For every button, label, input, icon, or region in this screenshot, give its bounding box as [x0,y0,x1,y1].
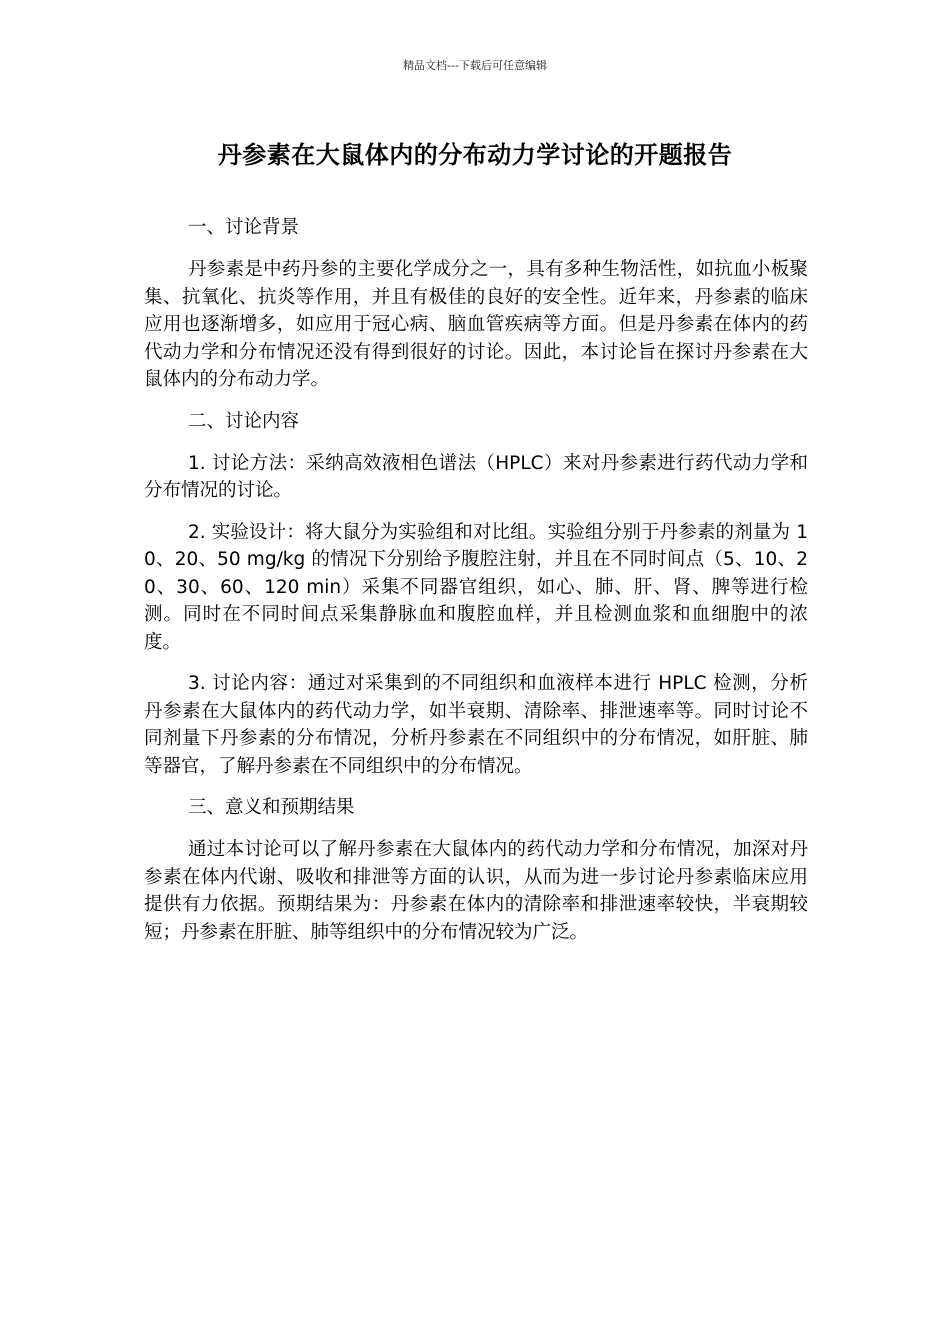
section-heading-content: 二、讨论内容 [188,410,300,432]
section-heading-significance: 三、意义和预期结果 [188,797,355,818]
document-body [144,214,808,960]
paragraph-discussion-content: 3. 讨论内容：通过对采集到的不同组织和血液样本进行 HPLC 检测，分析丹参素在大鼠体内的药代动力学，如半衰期、清除率、排泄速率等。同时讨论不同剂量下丹参素的分布情况，分析丹参素在不同组织中的分布情况，如肝脏、肺等器官，了解丹参素在不同组织中的分布情况。 [144,673,808,777]
paragraph-background: 丹参素是中药丹参的主要化学成分之一，具有多种生物活性，如抗血小板聚集、抗氧化、抗炎等作用，并且有极佳的良好的安全性。近年来，丹参素的临床应用也逐渐增多，如应用于冠心病、脑血管疾病等方面。但是丹参素在体内的药代动力学和分布情况还没有得到很好的讨论。因此，本讨论旨在探讨丹参素在大鼠体内的分布动力学。 [144,259,808,390]
paragraph-significance: 通过本讨论可以了解丹参素在大鼠体内的药代动力学和分布情况，加深对丹参素在体内代谢、吸收和排泄等方面的认识，从而为进一步讨论丹参素临床应用提供有力依据。预期结果为：丹参素在体内的清除率和排泄速率较快，半衰期较短；丹参素在肝脏、肺等组织中的分布情况较为广泛。 [144,839,808,943]
document-title: 丹参素在大鼠体内的分布动力学讨论的开题报告 [217,141,733,169]
section-heading-background: 一、讨论背景 [188,217,300,238]
paragraph-experiment-design: 2. 实验设计：将大鼠分为实验组和对比组。实验组分别于丹参素的剂量为 10、20、50 mg/kg 的情况下分别给予腹腔注射，并且在不同时间点（5、10、20、30、60、120 min）采集不同器官组织，如心、肺、肝、肾、脾等进行检测。同时在不同时间点采集静脉血和腹腔血样，并且检测血浆和血细胞中的浓度。 [144,521,808,653]
page-header: 精品文档---下载后可任意编辑 [403,59,547,72]
paragraph-method: 1. 讨论方法：采纳高效液相色谱法（HPLC）来对丹参素进行药代动力学和分布情况的讨论。 [144,452,808,501]
